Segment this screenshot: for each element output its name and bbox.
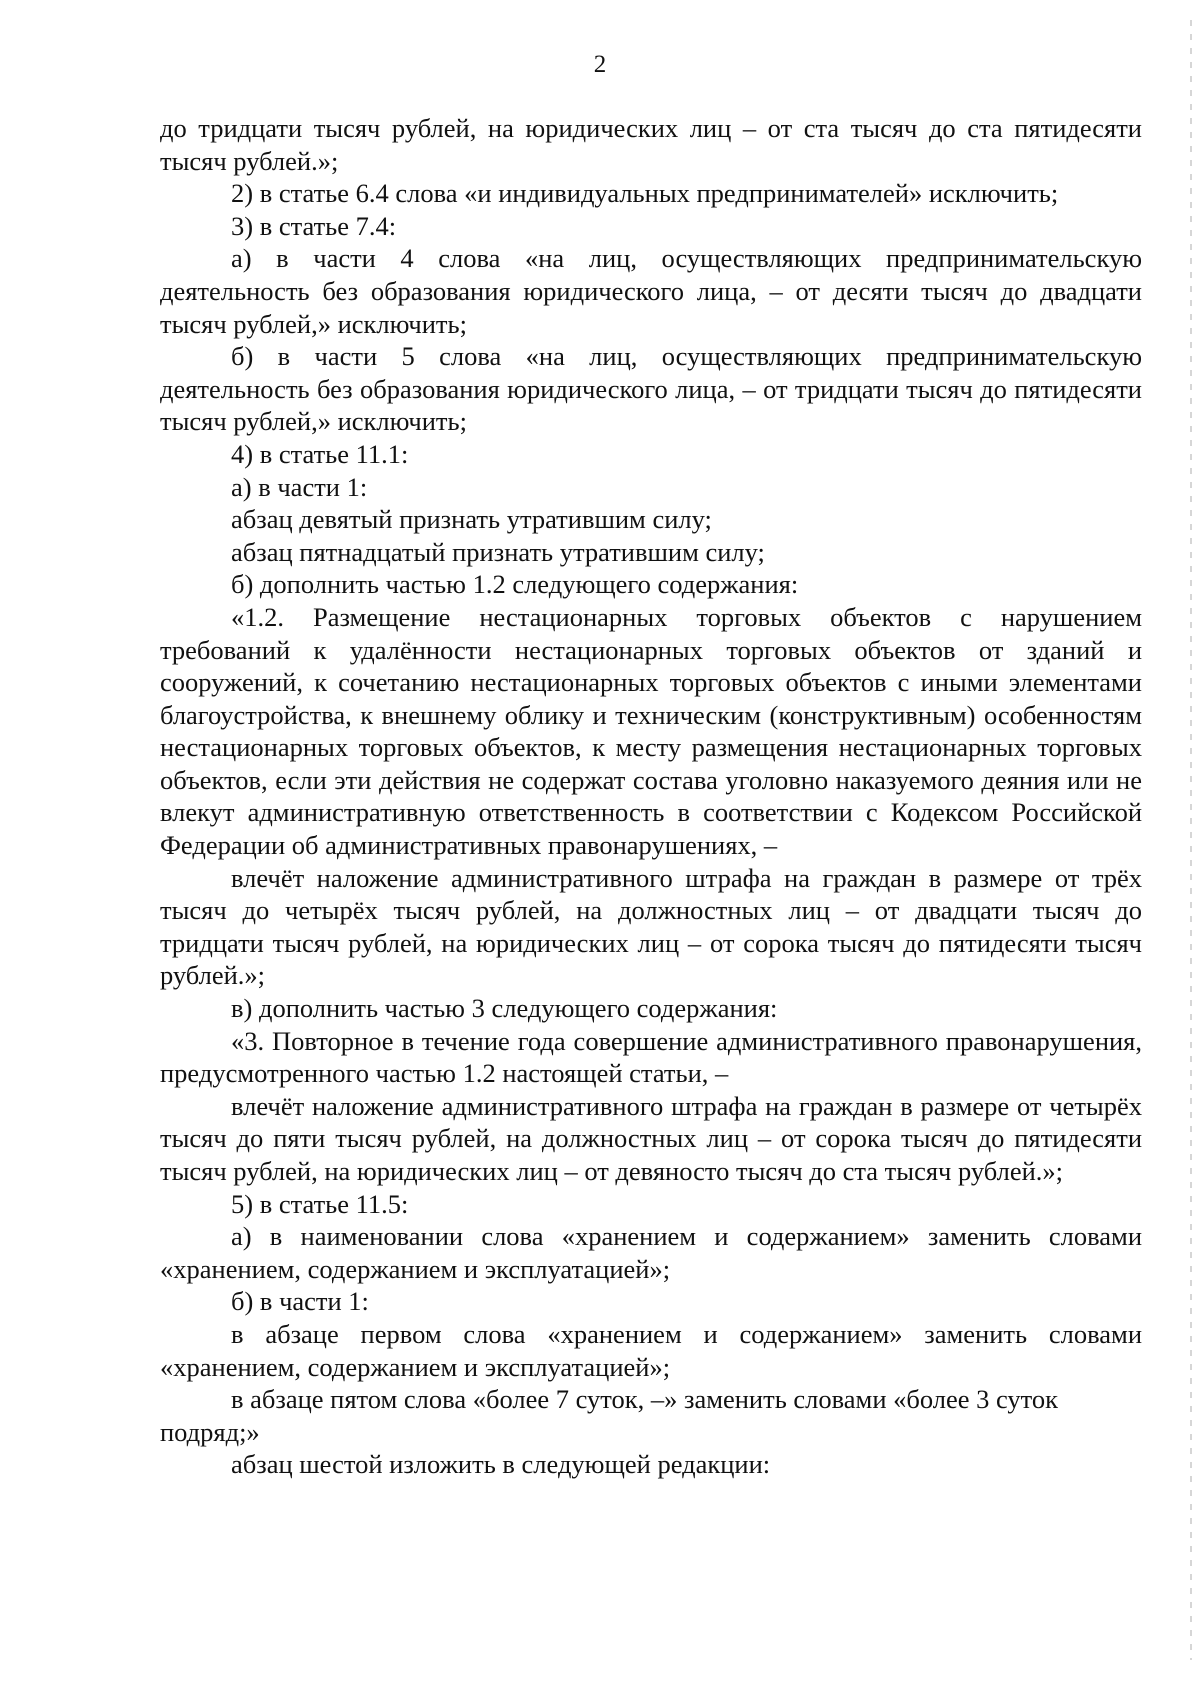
paragraph-abzac-15: абзац пятнадцатый признать утратившим силу;: [231, 536, 765, 567]
scan-edge-divider: [1190, 20, 1192, 1660]
page-number: 2: [593, 51, 607, 78]
paragraph-item-3b: б) в части 5 слова «на лиц, осуществляющих предпринимательскую деятельность без образования юридического лица, – от тридцати тысяч до пятидесяти тысяч рублей,» исключить;: [160, 341, 1142, 437]
paragraph-item-4a: а) в части 1:: [231, 471, 368, 502]
paragraph-item-4: 4) в статье 11.1:: [231, 438, 409, 469]
paragraph-item-3a: а) в части 4 слова «на лиц, осуществляющих предпринимательскую деятельность без образования юридического лица, – от десяти тысяч до двадцати тысяч рублей,» исключить;: [160, 243, 1142, 339]
paragraph-abzac-5: в абзаце пятом слова «более 7 суток, –» заменить словами «более 3 суток подряд;»: [160, 1384, 1059, 1447]
paragraph-item-3: 3) в статье 7.4:: [231, 210, 397, 241]
paragraph-item-5a: а) в наименовании слова «хранением и содержанием» заменить словами «хранением, содержанием и эксплуатацией»;: [160, 1221, 1142, 1284]
paragraph-item-4v: в) дополнить частью 3 следующего содержания:: [231, 993, 778, 1024]
paragraph-abzac-9: абзац девятый признать утратившим силу;: [231, 504, 712, 535]
paragraph-abzac-6: абзац шестой изложить в следующей редакции:: [231, 1449, 771, 1480]
paragraph-item-4b: б) дополнить частью 1.2 следующего содержания:: [231, 569, 799, 600]
paragraph-penalty-1-2: влечёт наложение административного штрафа на граждан в размере от трёх тысяч до четырёх тысяч рублей, на должностных лиц – от двадцати тысяч до тридцати тысяч рублей, на юридических лиц – от сорока тысяч до пятидесяти тысяч рублей.»;: [160, 862, 1142, 991]
paragraph-penalty-3: влечёт наложение административного штрафа на граждан в размере от четырёх тысяч до пяти тысяч рублей, на должностных лиц – от сорока тысяч до пятидесяти тысяч рублей, на юридических лиц – от девяносто тысяч до ста тысяч рублей.»;: [160, 1090, 1142, 1186]
paragraph-continuation: до тридцати тысяч рублей, на юридических лиц – от ста тысяч до ста пятидесяти тысяч рублей.»;: [160, 113, 1142, 176]
paragraph-item-2: 2) в статье 6.4 слова «и индивидуальных предпринимателей» исключить;: [231, 178, 1059, 209]
paragraph-item-5b: б) в части 1:: [231, 1286, 369, 1317]
document-body: [160, 112, 1142, 1481]
paragraph-abzac-1: в абзаце первом слова «хранением и содержанием» заменить словами «хранением, содержанием и эксплуатацией»;: [160, 1318, 1142, 1382]
paragraph-item-5: 5) в статье 11.5:: [231, 1188, 409, 1219]
paragraph-part-3: «3. Повторное в течение года совершение административного правонарушения, предусмотренного частью 1.2 настоящей статьи, –: [160, 1025, 1142, 1089]
paragraph-part-1-2: «1.2. Размещение нестационарных торговых объектов с нарушением требований к удалённости нестационарных торговых объектов от зданий и сооружений, к сочетанию нестационарных торговых объектов с иными элементами благоустройства, к внешнему облику и техническим (конструктивным) особенностям нестационарных торговых объектов, к месту размещения нестационарных торговых объектов, если эти действия не содержат состава уголовно наказуемого деяния или не влекут административную ответственность в соответствии с Кодексом Российской Федерации об административных правонарушениях, –: [160, 601, 1142, 861]
